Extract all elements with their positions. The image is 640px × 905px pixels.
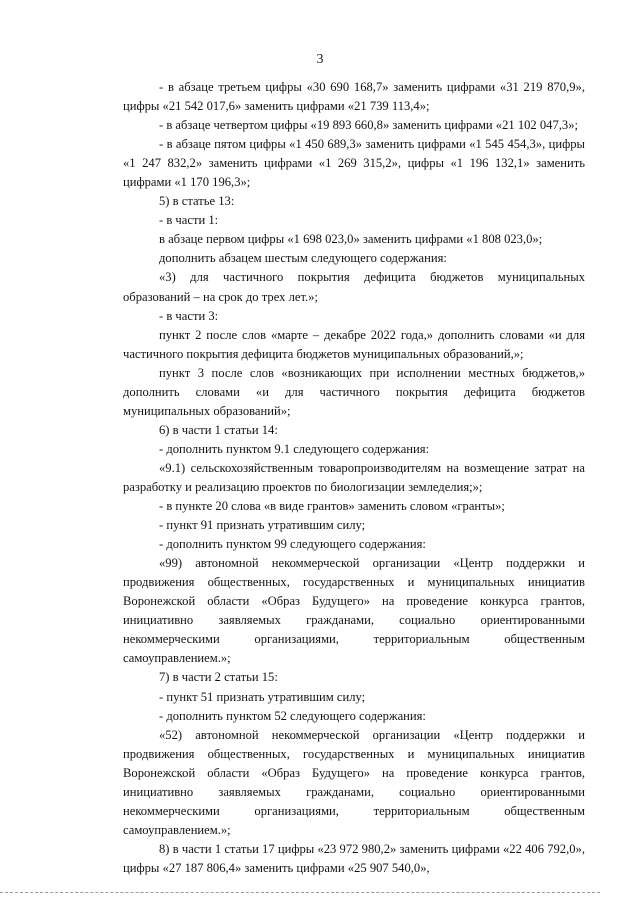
paragraph: - дополнить пунктом 52 следующего содержания: [159, 708, 426, 723]
document-body [123, 78, 585, 878]
paragraph: 5) в статье 13: [159, 194, 235, 209]
paragraph: - дополнить пунктом 99 следующего содержания: [159, 537, 426, 552]
paragraph: «52) автономной некоммерческой организации «Центр поддержки и продвижения общественных, государственных и муниципальных инициатив Воронежской области «Образ Будущего» на проведение конкурса грантов, инициативно заявляемых гражданами, социально ориентированными некоммерческими организациями, территориальным общественным самоуправлением.»; [123, 727, 585, 837]
paragraph: пункт 2 после слов «марте – декабре 2022 года,» дополнить словами «и для частичного покрытия дефицита бюджетов муниципальных образований,»; [123, 327, 585, 361]
paragraph: - в абзаце третьем цифры «30 690 168,7» заменить цифрами «31 219 870,9», цифры «21 542 017,6» заменить цифрами «21 739 113,4»; [123, 80, 585, 114]
paragraph: «9.1) сельскохозяйственным товаропроизводителям на возмещение затрат на разработку и реализацию проектов по биологизации земледелия;»; [123, 460, 585, 494]
paragraph: «3) для частичного покрытия дефицита бюджетов муниципальных образований – на срок до трех лет.»; [123, 270, 585, 304]
paragraph: в абзаце первом цифры «1 698 023,0» заменить цифрами «1 808 023,0»; [159, 232, 543, 247]
paragraph: - в пункте 20 слова «в виде грантов» заменить словом «гранты»; [159, 499, 505, 514]
paragraph: «99) автономной некоммерческой организации «Центр поддержки и продвижения общественных, государственных и муниципальных инициатив Воронежской области «Образ Будущего» на проведение конкурса грантов, инициативно заявляемых гражданами, социально ориентированными некоммерческими организациями, территориальным общественным самоуправлением.»; [123, 556, 585, 666]
page-bottom-divider [0, 892, 600, 893]
paragraph: дополнить абзацем шестым следующего содержания: [159, 251, 447, 266]
paragraph: 6) в части 1 статьи 14: [159, 422, 278, 437]
paragraph: 7) в части 2 статьи 15: [159, 670, 278, 685]
paragraph: пункт 3 после слов «возникающих при исполнении местных бюджетов,» дополнить словами «и для частичного покрытия дефицита бюджетов муниципальных образований»; [123, 365, 585, 418]
paragraph: - дополнить пунктом 9.1 следующего содержания: [159, 441, 430, 456]
paragraph: - в части 3: [159, 308, 219, 323]
paragraph: 8) в части 1 статьи 17 цифры «23 972 980,2» заменить цифрами «22 406 792,0», цифры «27 187 806,4» заменить цифрами «25 907 540,0», [123, 841, 585, 875]
paragraph: - в абзаце пятом цифры «1 450 689,3» заменить цифрами «1 545 454,3», цифры «1 247 832,2» заменить цифрами «1 269 315,2», цифры «1 196 132,1» заменить цифрами «1 170 196,3»; [123, 137, 585, 190]
paragraph: - в части 1: [159, 213, 219, 228]
paragraph: - пункт 51 признать утратившим силу; [159, 689, 366, 704]
paragraph: - пункт 91 признать утратившим силу; [159, 518, 366, 533]
page-number: 3 [316, 52, 324, 67]
paragraph: - в абзаце четвертом цифры «19 893 660,8» заменить цифрами «21 102 047,3»; [159, 118, 579, 133]
